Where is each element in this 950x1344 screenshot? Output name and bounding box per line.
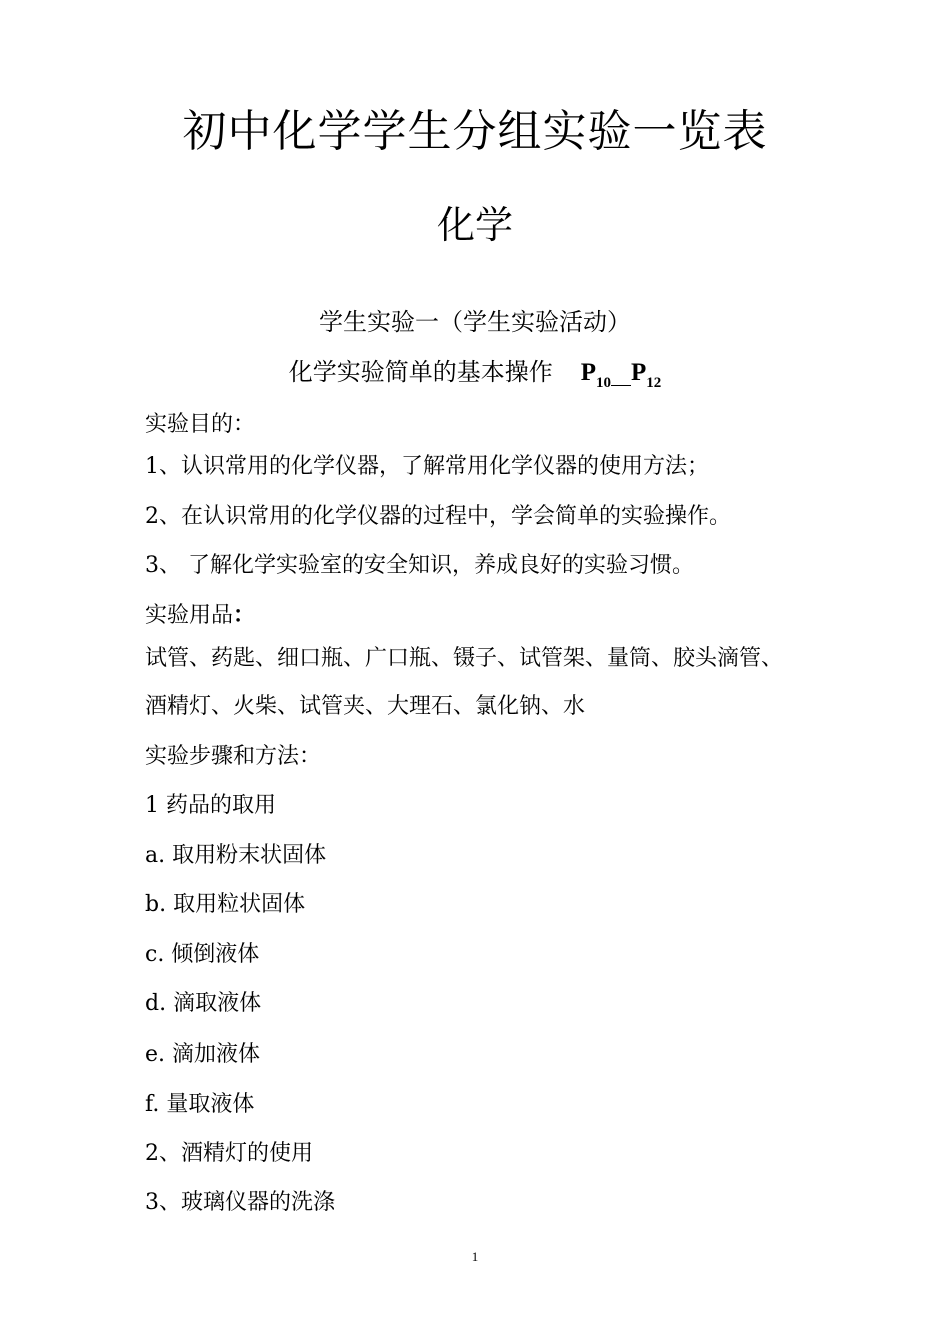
purpose-item: 3、 了解化学实验室的安全知识，养成良好的实验习惯。 [145, 553, 694, 578]
materials-line: 试管、药匙、细口瓶、广口瓶、镊子、试管架、量筒、胶头滴管、 [145, 646, 784, 671]
document-title: 初中化学学生分组实验一览表 [182, 106, 768, 157]
step-item: a. 取用粉末状固体 [145, 843, 327, 868]
materials-heading [145, 600, 255, 631]
page-ref-p2: P [631, 359, 647, 386]
page-ref-p1: P [580, 359, 596, 386]
step-item: b. 取用粒状固体 [145, 892, 306, 917]
step-item: e. 滴加液体 [145, 1042, 261, 1067]
step-item: 2、酒精灯的使用 [145, 1141, 313, 1166]
experiment-topic-line [0, 356, 950, 399]
experiment-heading: 学生实验一（学生实验活动） [319, 308, 631, 336]
steps-heading: 实验步骤和方法： [145, 744, 322, 769]
page-ref-start: 10 [596, 375, 611, 391]
page-number: 1 [471, 1249, 479, 1264]
page-ref-end: 12 [646, 375, 662, 391]
purpose-item: 2、在认识常用的化学仪器的过程中，学会简单的实验操作。 [145, 504, 731, 529]
page-ref-separator [611, 384, 631, 386]
materials-line: 酒精灯、火柴、试管夹、大理石、氯化钠、水 [145, 694, 586, 719]
materials-heading-text: 实验用品 [145, 603, 234, 628]
step-item: 1 药品的取用 [145, 793, 276, 818]
purpose-heading: 实验目的： [145, 412, 256, 437]
step-item: c. 倾倒液体 [145, 942, 260, 967]
step-item: f. 量取液体 [145, 1092, 255, 1117]
purpose-item: 1、认识常用的化学仪器，了解常用化学仪器的使用方法； [145, 454, 709, 479]
step-item: 3、玻璃仪器的洗涤 [145, 1190, 335, 1215]
step-item: d. 滴取液体 [145, 991, 262, 1016]
page-reference [580, 359, 662, 391]
experiment-topic: 化学实验简单的基本操作 [288, 358, 553, 386]
subject-heading: 化学 [436, 203, 513, 247]
materials-heading-colon: ： [233, 602, 256, 628]
